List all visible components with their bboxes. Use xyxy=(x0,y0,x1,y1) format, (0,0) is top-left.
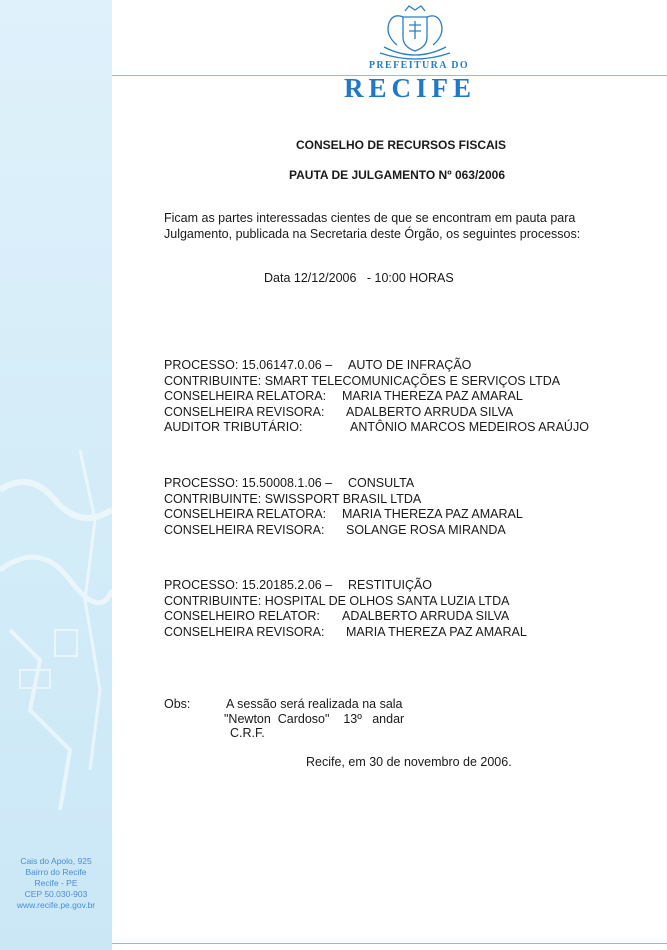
council-title: CONSELHO DE RECURSOS FISCAIS xyxy=(296,138,507,152)
rapporteur-label: CONSELHEIRA RELATORA: xyxy=(164,389,327,403)
process-type: AUTO DE INFRAÇÃO xyxy=(348,358,472,372)
reviewer-name: SOLANGE ROSA MIRANDA xyxy=(346,522,506,537)
brand-recife: RECIFE xyxy=(343,73,476,103)
place-and-date: Recife, em 30 de novembro de 2006. xyxy=(306,755,512,769)
obs-line: C.R.F. xyxy=(230,726,265,740)
process-number: PROCESSO: 15.06147.0.06 – xyxy=(164,358,333,372)
process-type: RESTITUIÇÃO xyxy=(348,578,433,592)
intro-line: Julgamento, publicada na Secretaria deste Órgão, os seguintes processos: xyxy=(164,227,581,241)
reviewer-name: MARIA THEREZA PAZ AMARAL xyxy=(346,624,527,639)
letterhead-sidebar xyxy=(0,0,112,950)
rapporteur-name: MARIA THEREZA PAZ AMARAL xyxy=(342,507,523,521)
reviewer-label: CONSELHEIRA REVISORA: xyxy=(164,404,325,419)
address-line: CEP 50.030-903 xyxy=(24,889,88,899)
address-line: Cais do Apolo, 925 xyxy=(20,856,92,866)
obs-line: "Newton Cardoso" 13º andar xyxy=(224,712,405,726)
coat-of-arms-icon xyxy=(372,3,458,63)
rapporteur-label: CONSELHEIRA RELATORA: xyxy=(164,507,327,521)
website-link[interactable]: www.recife.pe.gov.br xyxy=(16,900,96,910)
auditor-label: AUDITOR TRIBUTÁRIO: xyxy=(164,420,303,434)
brand-prefeitura: PREFEITURA DO xyxy=(368,60,470,71)
taxpayer: CONTRIBUINTE: HOSPITAL DE OLHOS SANTA LUZIA LTDA xyxy=(164,593,510,608)
address-line: Recife - PE xyxy=(34,878,78,888)
process-number: PROCESSO: 15.20185.2.06 – xyxy=(164,578,333,592)
intro-paragraph xyxy=(164,210,614,242)
reviewer-name: ADALBERTO ARRUDA SILVA xyxy=(346,404,514,419)
session-date: Data 12/12/2006 - 10:00 HORAS xyxy=(264,271,454,285)
process-type: CONSULTA xyxy=(348,476,415,490)
address-line: Bairro do Recife xyxy=(25,867,87,877)
rapporteur-label: CONSELHEIRO RELATOR: xyxy=(164,609,320,623)
reviewer-label: CONSELHEIRA REVISORA: xyxy=(164,624,325,639)
intro-line: Ficam as partes interessadas cientes de que se encontram em pauta para xyxy=(164,211,576,225)
taxpayer: CONTRIBUINTE: SMART TELECOMUNICAÇÕES E SERVIÇOS LTDA xyxy=(164,373,561,388)
rapporteur-name: ADALBERTO ARRUDA SILVA xyxy=(342,609,510,623)
rapporteur-name: MARIA THEREZA PAZ AMARAL xyxy=(342,389,523,403)
taxpayer: CONTRIBUINTE: SWISSPORT BRASIL LTDA xyxy=(164,491,422,506)
footer-rule xyxy=(112,943,667,944)
process-number: PROCESSO: 15.50008.1.06 – xyxy=(164,476,333,490)
obs-label: Obs: xyxy=(164,697,191,711)
city-map-watermark xyxy=(0,430,112,850)
reviewer-label: CONSELHEIRA REVISORA: xyxy=(164,522,325,537)
auditor-name: ANTÔNIO MARCOS MEDEIROS ARAÚJO xyxy=(350,420,589,434)
agenda-title: PAUTA DE JULGAMENTO Nº 063/2006 xyxy=(289,168,505,182)
obs-line: A sessão será realizada na sala xyxy=(226,697,403,711)
footer-address xyxy=(6,856,106,911)
